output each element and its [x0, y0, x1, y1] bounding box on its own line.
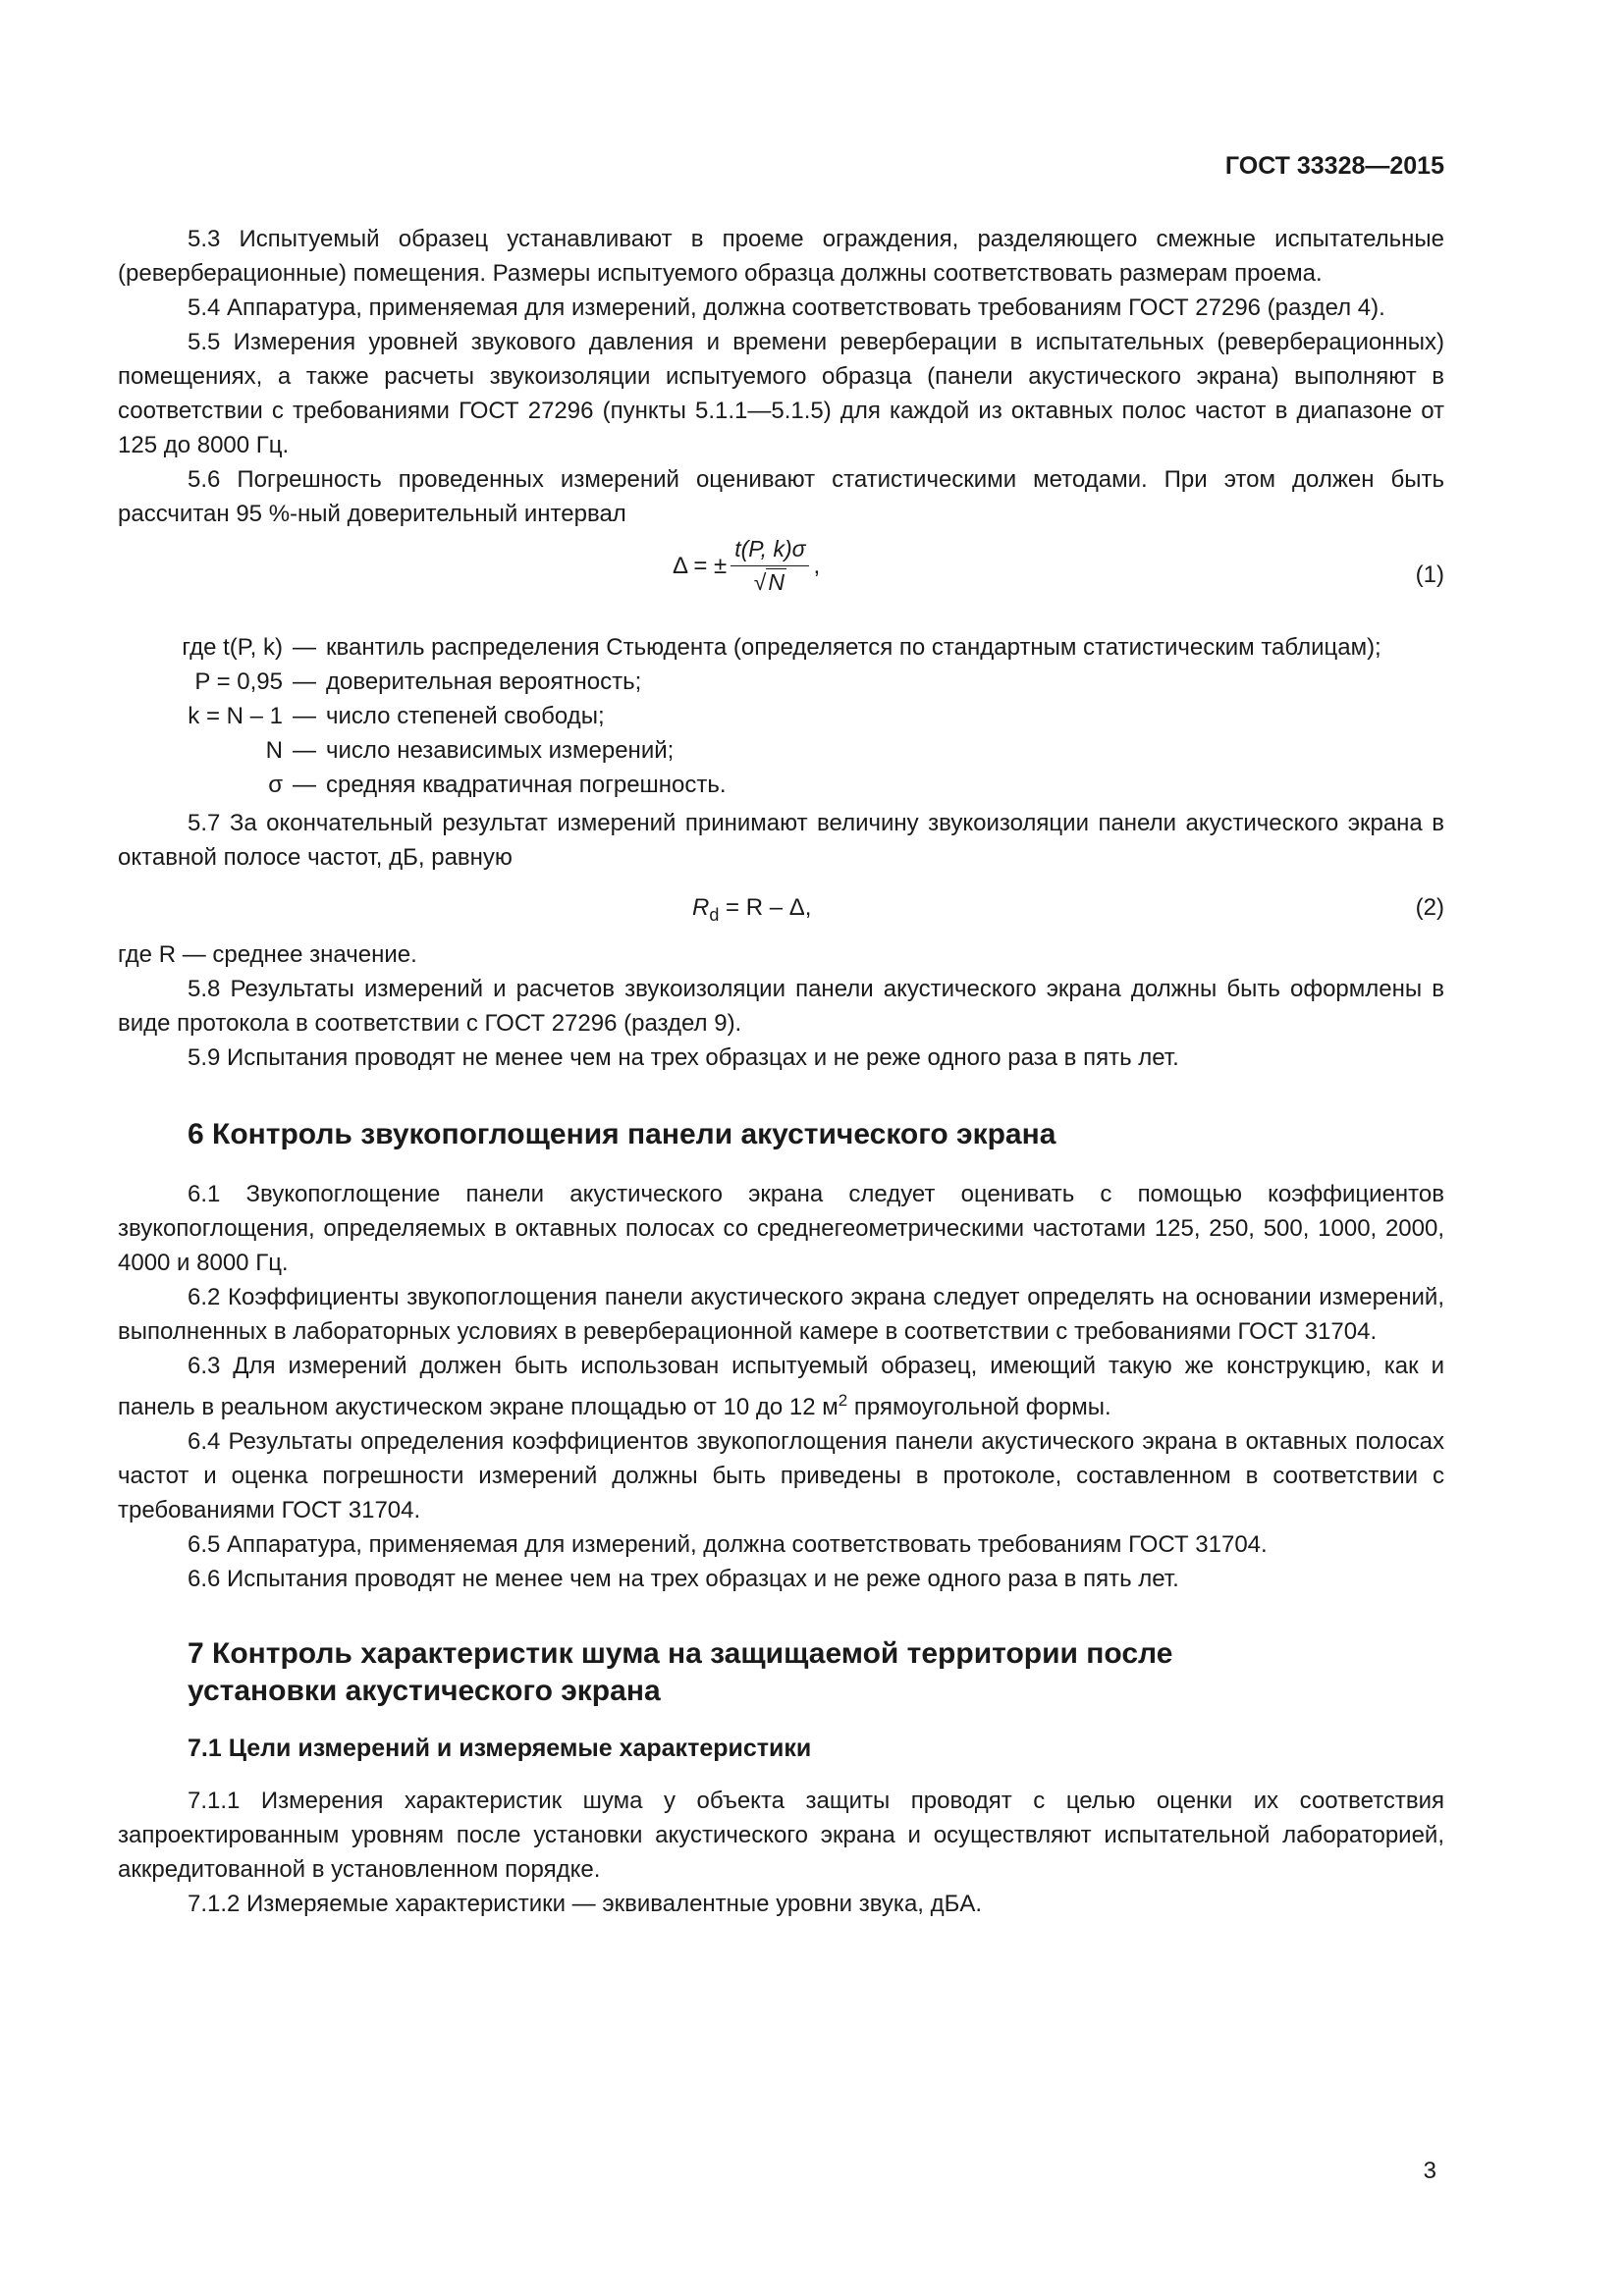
definition-symbol: N: [265, 737, 283, 764]
section-7-heading: [188, 1635, 1444, 1710]
definition-dash: —: [293, 737, 316, 764]
page-number: 3: [1423, 2158, 1436, 2184]
formula-2-lhs: R: [692, 894, 710, 921]
definition-item: [118, 699, 1444, 733]
paragraph-5-7: 5.7 За окончательный результат измерений принимают величину звукоизоляции панели акустического экрана в октавной полосе частот, дБ, равную: [118, 810, 1444, 871]
paragraph-5-6: 5.6 Погрешность проведенных измерений оценивают статистическими методами. При этом должен быть рассчитан 95 %-ный доверительный интервал: [118, 466, 1444, 527]
section-6-heading: 6 Контроль звукопоглощения панели акустического экрана: [188, 1118, 1056, 1150]
formula-1-suffix: ,: [813, 552, 821, 579]
section-7-heading-line-2: установки акустического экрана: [188, 1675, 661, 1707]
definition-symbol: k = N – 1: [188, 703, 283, 729]
document-code: ГОСТ 33328—2015: [1224, 152, 1444, 180]
paragraph-6-3: [118, 1349, 1444, 1424]
section-7-heading-line-1: 7 Контроль характеристик шума на защищаемой территории после: [188, 1637, 1173, 1670]
formula-1-numerator: t(P, k)σ: [731, 534, 809, 566]
paragraph-6-3-superscript: 2: [838, 1391, 848, 1410]
paragraph-6-3-tail: прямоугольной формы.: [847, 1394, 1111, 1420]
paragraph-6-5: 6.5 Аппаратура, применяемая для измерений, должна соответствовать требованиям ГОСТ 31704.: [188, 1531, 1268, 1558]
definition-dash: —: [293, 703, 316, 729]
formula-1-expression: [673, 534, 820, 597]
formula-1-sqrt-arg: N: [768, 569, 785, 595]
formula-2-rhs: = R – Δ,: [726, 894, 812, 921]
paragraph-6-3-text: 6.3 Для измерений должен быть использован испытуемый образец, имеющий такую же конструкцию, как и панель в реальном акустическом экране площадью от 10 до 12 м: [118, 1353, 1444, 1420]
paragraph-5-8: 5.8 Результаты измерений и расчетов звукоизоляции панели акустического экрана должны быть оформлены в виде протокола в соответствии с ГОСТ 27296 (раздел 9).: [118, 976, 1444, 1037]
formula-1: [118, 534, 1444, 614]
formula-2: [118, 881, 1444, 934]
definition-item: [118, 630, 1444, 665]
definition-dash: —: [293, 668, 316, 695]
definition-symbol: где t(P, k): [182, 634, 283, 661]
paragraph-6-4: 6.4 Результаты определения коэффициентов звукопоглощения панели акустического экрана в октавных полосах частот и оценка погрешности измерений должны быть приведены в протоколе, составленном в соответствии с требованиями ГОСТ 31704.: [118, 1428, 1444, 1523]
formula-1-lhs: Δ = ±: [673, 552, 728, 579]
formula-2-where: где R — среднее значение.: [118, 941, 417, 968]
paragraph-5-9: 5.9 Испытания проводят не менее чем на трех образцах и не реже одного раза в пять лет.: [188, 1044, 1179, 1071]
paragraph-7-1-2: 7.1.2 Измеряемые характеристики — эквивалентные уровни звука, дБA.: [188, 1891, 983, 1917]
definition-text: число независимых измерений;: [326, 737, 675, 764]
formula-1-denominator: √N: [753, 569, 785, 595]
page-body: [118, 222, 1444, 1921]
definition-text: средняя квадратичная погрешность.: [326, 772, 727, 798]
definition-item: [118, 733, 1444, 768]
definition-text: доверительная вероятность;: [326, 668, 642, 695]
definition-item: [118, 768, 1444, 802]
paragraph-5-4: 5.4 Аппаратура, применяемая для измерений, должна соответствовать требованиям ГОСТ 27296 (раздел 4).: [188, 294, 1385, 321]
definition-symbol: σ: [268, 772, 283, 798]
subsection-7-1-heading: 7.1 Цели измерений и измеряемые характеристики: [188, 1735, 812, 1762]
formula-1-definitions: [118, 630, 1444, 802]
paragraph-6-1: 6.1 Звукопоглощение панели акустического экрана следует оценивать с помощью коэффициентов звукопоглощения, определяемых в октавных полосах со среднегеометрическими частотами 125, 250, 500, 1000, 2000, 4000 и 8000 Гц.: [118, 1181, 1444, 1276]
formula-2-number: (2): [1415, 894, 1444, 921]
paragraph-7-1-1: 7.1.1 Измерения характеристик шума у объекта защиты проводят с целью оценки их соответствия запроектированным уровням после установки акустического экрана и осуществляют испытательной лабораторией, аккредитованной в установленном порядке.: [118, 1788, 1444, 1883]
definition-text: число степеней свободы;: [326, 703, 605, 729]
paragraph-6-6: 6.6 Испытания проводят не менее чем на трех образцах и не реже одного раза в пять лет.: [188, 1566, 1179, 1592]
definition-item: [118, 665, 1444, 699]
formula-1-number: (1): [1415, 561, 1444, 588]
definition-symbol: P = 0,95: [194, 668, 283, 695]
paragraph-5-3: 5.3 Испытуемый образец устанавливают в проеме ограждения, разделяющего смежные испытательные (реверберационные) помещения. Размеры испытуемого образца должны соответствовать размерам проема.: [118, 226, 1444, 287]
formula-2-subscript: d: [709, 904, 720, 925]
formula-1-fraction: [731, 534, 809, 597]
formula-2-expression: [692, 890, 811, 933]
definition-dash: —: [293, 772, 316, 798]
definition-dash: —: [293, 634, 316, 661]
paragraph-5-5: 5.5 Измерения уровней звукового давления и времени реверберации в испытательных (реверберационных) помещениях, а также расчеты звукоизоляции испытуемого образца (панели акустического экрана) выполняют в соответствии с требованиями ГОСТ 27296 (пункты 5.1.1—5.1.5) для каждой из октавных полос частот в диапазоне от 125 до 8000 Гц.: [118, 329, 1444, 458]
definition-text: квантиль распределения Стьюдента (определяется по стандартным статистическим таблицам);: [326, 634, 1381, 661]
paragraph-6-2: 6.2 Коэффициенты звукопоглощения панели акустического экрана следует определять на основании измерений, выполненных в лабораторных условиях в реверберационной камере в соответствии с требованиями ГОСТ 31704.: [118, 1284, 1444, 1345]
